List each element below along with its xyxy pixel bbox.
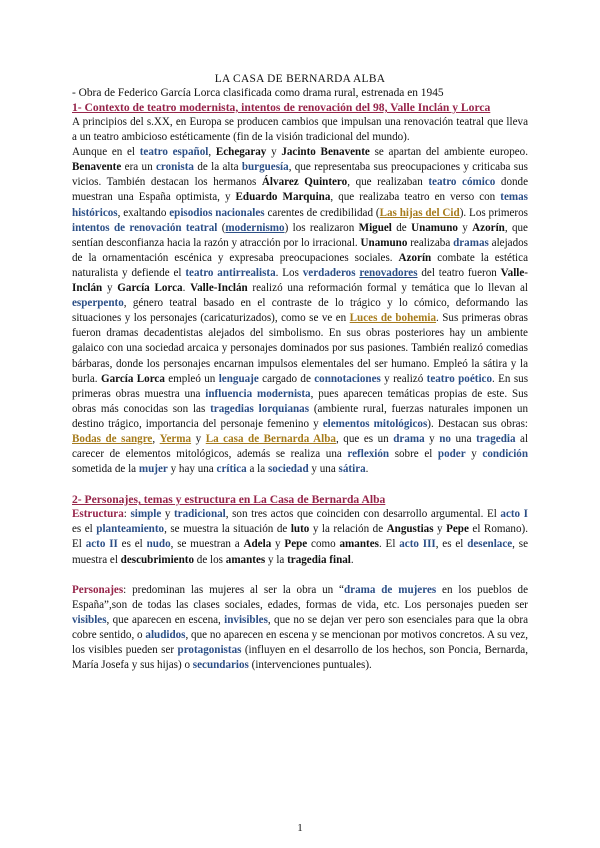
text-run: , género teatral basado en el contraste de lo trágico y lo cómico, deformando las situaciones y los personajes (caricaturizados), como se ve en xyxy=(72,297,528,325)
document-subtitle: - Obra de Federico García Lorca clasificada como drama rural, estrenada en 1945 xyxy=(72,87,444,99)
text-run: Aunque en el xyxy=(72,146,140,159)
text-run: como xyxy=(307,538,340,551)
highlighted-term: Angustias xyxy=(386,523,434,536)
section-2-heading: 2- Personajes, temas y estructura en La Casa de Bernarda Alba xyxy=(72,493,386,507)
highlighted-term: Benavente xyxy=(72,161,122,174)
text-run: (intervenciones puntuales). xyxy=(248,659,372,672)
text-run: (ambiente rural, fuerzas naturales imponen un destino trágico, importancia del personaje femenino y xyxy=(72,402,528,430)
highlighted-term: tragedias lorquianas xyxy=(210,402,310,415)
text-run: . Sus primeras obras fueron dramas decadentistas alejados del simbolismo. En sus obras posteriores hay un ambiente galaico con una sociedad arcaica y personajes dominados por sus pasiones. También realizó comedias bárbaras, donde los personajes encarnan impulsos elementales del ser humano. Empleó la sátira y la burla. xyxy=(72,312,528,385)
text-run: , pues aparecen temáticas propias de este. Sus obras más conocidas son las xyxy=(72,387,528,415)
highlighted-term: condición xyxy=(482,448,529,461)
highlighted-term: burguesía xyxy=(241,161,289,174)
section-2-characters-paragraph xyxy=(72,583,528,674)
text-run: y xyxy=(424,432,440,445)
highlighted-term: dramas xyxy=(453,236,489,249)
highlighted-term: Personajes xyxy=(72,583,124,596)
highlighted-term: Unamuno xyxy=(360,236,408,249)
text-run: y xyxy=(433,523,447,536)
highlighted-term: tragedia final xyxy=(287,553,351,566)
text-run: ). Destacan sus obras: xyxy=(427,417,528,430)
highlighted-term: amantes xyxy=(225,553,266,566)
text-run: el Romano). El xyxy=(72,523,528,551)
text-run: a la xyxy=(246,463,268,476)
highlighted-term: amantes xyxy=(339,538,379,551)
highlighted-term: Álvarez Quintero xyxy=(261,176,348,189)
highlighted-term: acto II xyxy=(85,538,118,551)
text-run: y xyxy=(457,221,473,234)
text-run: y la relación de xyxy=(309,523,387,536)
text-run: donde muestran una España optimista, y xyxy=(72,176,529,204)
highlighted-term: crítica xyxy=(216,463,247,476)
highlighted-term: Valle-Inclán xyxy=(72,266,528,295)
text-run: de la alta xyxy=(193,161,242,174)
text-run: en los pueblos de España”,son de todas las clases sociales, edades, formas de vida, etc. Los personajes pueden ser xyxy=(72,583,528,611)
highlighted-term: secundarios xyxy=(192,659,249,672)
highlighted-term: episodios nacionales xyxy=(169,206,265,219)
highlighted-term: drama xyxy=(393,432,425,445)
highlighted-term: Jacinto Benavente xyxy=(281,146,370,159)
highlighted-term: lenguaje xyxy=(218,372,259,385)
highlighted-term: Eduardo Marquina xyxy=(235,191,331,204)
text-run: realizó una reformación formal y temática que lo llevan al xyxy=(247,282,529,295)
highlighted-term: simple xyxy=(130,508,162,521)
highlighted-term: reflexión xyxy=(347,448,390,461)
text-run: sobre el xyxy=(389,448,438,461)
text-run: ( xyxy=(217,221,226,234)
highlighted-term: renovadores xyxy=(359,266,418,279)
text-run: y xyxy=(465,448,483,461)
text-run: , que no aparecen en escena y se mencionan por motivos concretos. A su vez, los visibles pueden ser xyxy=(72,628,529,656)
highlighted-term: Estructura xyxy=(72,508,124,521)
highlighted-term: verdaderos xyxy=(302,266,360,279)
text-run: y la xyxy=(265,553,288,566)
page-number: 1 xyxy=(297,822,303,834)
text-run: y hay una xyxy=(167,463,217,476)
highlighted-term: Pepe xyxy=(446,523,469,536)
highlighted-term: Yerma xyxy=(159,432,192,445)
section-1-paragraph-2 xyxy=(72,145,528,477)
highlighted-term: influencia modernista xyxy=(205,387,311,400)
highlighted-term: Miguel xyxy=(358,221,392,234)
highlighted-term: Azorín xyxy=(398,251,432,264)
highlighted-term: invisibles xyxy=(224,613,268,626)
text-run: , exaltando xyxy=(117,206,170,219)
highlighted-term: luto xyxy=(290,523,310,536)
section-2-structure-paragraph xyxy=(72,507,528,567)
highlighted-term: aludidos xyxy=(145,628,186,641)
highlighted-term: intentos de renovación teatral xyxy=(72,221,218,234)
text-run: ) los realizaron xyxy=(284,221,359,234)
text-run: . xyxy=(350,553,354,566)
highlighted-term: modernismo xyxy=(225,221,285,234)
highlighted-term: mujer xyxy=(138,463,168,476)
highlighted-term: teatro antirrealista xyxy=(185,266,276,279)
text-run: y xyxy=(161,508,174,521)
highlighted-term: desenlace xyxy=(467,538,513,551)
text-run: una xyxy=(450,432,477,445)
highlighted-term: teatro poético xyxy=(426,372,493,385)
text-run: era un xyxy=(121,161,156,174)
highlighted-term: La casa de Bernarda Alba xyxy=(205,432,336,445)
text-run: es el xyxy=(72,523,97,536)
text-run: , se muestra la situación de xyxy=(164,523,291,536)
text-run: , que realizaba teatro en verso con xyxy=(330,191,501,204)
highlighted-term: drama de mujeres xyxy=(343,583,437,596)
highlighted-term: Luces de bohemia xyxy=(349,312,437,325)
text-run: , xyxy=(152,432,160,445)
text-run: cargado de xyxy=(258,372,315,385)
text-run: (influyen en el desarrollo de los hechos, son Poncia, Bernarda, María Josefa y sus hijas) o xyxy=(72,644,528,672)
text-run: se apartan del ambiente europeo. xyxy=(369,146,529,159)
document-page xyxy=(72,72,528,673)
section-1-paragraph-1: A principios del s.XX, en Europa se producen cambios que impulsan una renovación teatral que lleva a un teatro ambicioso estéticamente (fin de la visión tradicional del mundo). xyxy=(72,116,528,144)
text-run: : xyxy=(123,508,131,521)
text-run: del teatro fueron xyxy=(417,266,501,279)
highlighted-term: protagonistas xyxy=(177,644,242,656)
text-run: . En sus primeras obras muestra una xyxy=(72,372,529,400)
highlighted-term: teatro español xyxy=(139,146,209,159)
highlighted-term: Bodas de sangre xyxy=(72,432,153,445)
text-run: . Los xyxy=(275,266,303,279)
highlighted-term: teatro cómico xyxy=(428,176,496,189)
highlighted-term: Las hijas del Cid xyxy=(379,206,460,219)
text-run: y xyxy=(191,432,206,445)
text-run: , que aparecen en escena, xyxy=(106,613,225,626)
text-run: al carecer de elementos mitológicos, además se realiza una xyxy=(72,432,529,461)
highlighted-term: connotaciones xyxy=(314,372,381,385)
text-run: , se muestra el xyxy=(72,538,529,566)
text-run: sometida de la xyxy=(72,463,139,476)
highlighted-term: planteamiento xyxy=(96,523,165,536)
highlighted-term: cronista xyxy=(155,161,194,174)
text-run: y xyxy=(266,146,282,159)
text-run: de los xyxy=(194,553,226,566)
highlighted-term: tragedia xyxy=(476,432,516,445)
highlighted-term: Echegaray xyxy=(215,146,267,159)
text-run: , xyxy=(208,146,216,159)
text-run: , que sentían desconfianza hacia la razón y atracción por lo irracional. xyxy=(72,221,528,249)
text-run: de xyxy=(391,221,412,234)
text-run: empleó un xyxy=(164,372,219,385)
document-title: LA CASA DE BERNARDA ALBA xyxy=(214,73,386,85)
highlighted-term: visibles xyxy=(72,613,107,626)
text-run: ). Los primeros xyxy=(459,206,528,219)
highlighted-term: no xyxy=(439,432,451,445)
highlighted-term: Pepe xyxy=(284,538,308,551)
text-run: es el xyxy=(117,538,147,551)
highlighted-term: García Lorca xyxy=(100,372,165,385)
highlighted-term: elementos mitológicos xyxy=(322,417,428,430)
text-run: y una xyxy=(308,463,339,476)
text-run: . El xyxy=(378,538,400,551)
highlighted-term: tradicional xyxy=(173,508,226,521)
highlighted-term: acto III xyxy=(399,538,436,551)
highlighted-term: Unamuno xyxy=(411,221,458,234)
text-run: , son tres actos que coinciden con desarrollo argumental. El xyxy=(225,508,501,521)
text-run: alejados de la ornamentación escénica y expresaba preocupaciones sociales. xyxy=(72,236,529,264)
text-run: , es el xyxy=(435,538,468,551)
highlighted-term: sociedad xyxy=(267,463,309,476)
highlighted-term: nudo xyxy=(146,538,171,551)
text-run: , que es un xyxy=(335,432,394,445)
highlighted-term: Azorín xyxy=(472,221,505,234)
text-run: , se muestran a xyxy=(170,538,244,551)
text-run: y xyxy=(271,538,285,551)
text-run: y realizó xyxy=(380,372,427,385)
highlighted-term: esperpento xyxy=(72,297,124,310)
text-run: , que realizaban xyxy=(347,176,429,189)
section-1-heading: 1- Contexto de teatro modernista, intentos de renovación del 98, Valle Inclán y Lorca xyxy=(72,101,491,114)
text-run: . xyxy=(365,463,369,476)
highlighted-term: Valle-Inclán xyxy=(190,282,248,295)
text-run: combate la estética naturalista y defiende el xyxy=(72,251,528,279)
text-run: y xyxy=(102,282,118,295)
highlighted-term: García Lorca xyxy=(117,282,183,295)
highlighted-term: Adela xyxy=(243,538,272,551)
text-run: realizaba xyxy=(407,236,454,249)
highlighted-term: temas históricos xyxy=(72,191,528,219)
text-run: , que no se dejan ver pero son esenciales para que la obra cobre sentido, o xyxy=(72,613,528,641)
text-run: . xyxy=(182,282,191,295)
text-run: , que representaba sus preocupaciones y criticaba sus vicios. También destacan los hermanos xyxy=(72,161,528,189)
text-run: : predominan las mujeres al ser la obra un “ xyxy=(123,583,344,596)
highlighted-term: descubrimiento xyxy=(120,553,195,566)
highlighted-term: acto I xyxy=(500,508,528,521)
highlighted-term: sátira xyxy=(338,463,366,476)
text-run: carentes de credibilidad ( xyxy=(264,206,380,219)
highlighted-term: poder xyxy=(437,448,466,461)
